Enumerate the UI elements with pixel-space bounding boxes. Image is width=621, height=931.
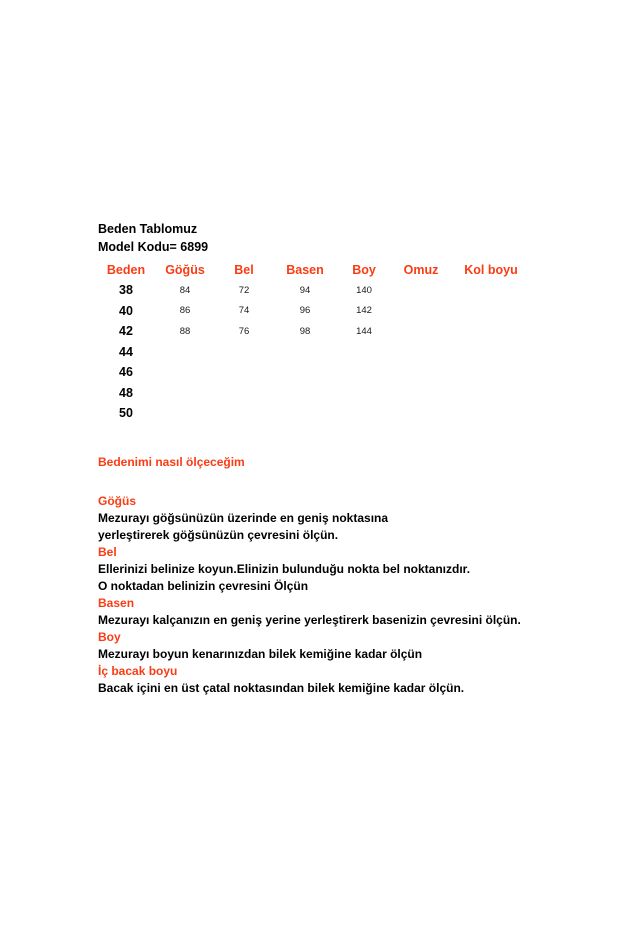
cell-boy xyxy=(338,403,390,424)
cell-boy: 142 xyxy=(356,305,372,317)
cell-bel: 72 xyxy=(238,284,250,296)
cell-gogus xyxy=(154,342,216,363)
document-content xyxy=(98,220,558,697)
guide-text-line: Mezurayı kalçanızın en geniş yerine yerleştirerk basenizin çevresini ölçün. xyxy=(98,612,521,627)
guide-section-gogus xyxy=(98,493,558,544)
guide-text-line: Bacak içini en üst çatal noktasından bilek kemiğine kadar ölçün. xyxy=(98,680,465,695)
cell-bel: 74 xyxy=(238,305,250,317)
guide-text-line: Mezurayı boyun kenarınızdan bilek kemiğine kadar ölçün xyxy=(98,646,423,661)
guide-text-line: Ellerinizi belinize koyun.Elinizin bulunduğu nokta bel noktanızdır. xyxy=(98,561,471,576)
cell-boy: 144 xyxy=(356,325,372,337)
cell-kol-boyu xyxy=(452,321,530,342)
size-table-header xyxy=(98,260,530,280)
cell-basen xyxy=(272,342,338,363)
cell-basen: 98 xyxy=(299,325,311,337)
guide-title: Bedenimi nasıl ölçeceğim xyxy=(98,454,245,469)
cell-basen: 94 xyxy=(299,284,311,296)
cell-gogus xyxy=(154,362,216,383)
cell-omuz xyxy=(390,321,452,342)
cell-beden: 40 xyxy=(119,303,133,318)
guide-section-boy xyxy=(98,629,558,663)
table-row xyxy=(98,342,530,363)
cell-beden: 50 xyxy=(119,406,133,421)
cell-gogus xyxy=(154,383,216,404)
guide-heading-bel: Bel xyxy=(98,544,117,559)
cell-kol-boyu xyxy=(452,280,530,301)
cell-kol-boyu xyxy=(452,403,530,424)
guide-text-line: O noktadan belinizin çevresini Ölçün xyxy=(98,578,309,593)
column-header-bel: Bel xyxy=(234,263,254,277)
cell-omuz xyxy=(390,301,452,322)
column-header-gogus: Göğüs xyxy=(165,263,205,277)
cell-boy xyxy=(338,342,390,363)
cell-basen xyxy=(272,362,338,383)
table-row xyxy=(98,321,530,342)
guide-heading-basen: Basen xyxy=(98,595,135,610)
cell-beden: 48 xyxy=(119,385,133,400)
table-header-row xyxy=(98,260,530,280)
cell-kol-boyu xyxy=(452,362,530,383)
cell-omuz xyxy=(390,403,452,424)
model-code: Model Kodu= 6899 xyxy=(98,240,209,254)
cell-gogus xyxy=(154,403,216,424)
cell-beden: 44 xyxy=(119,344,133,359)
column-header-basen: Basen xyxy=(286,263,324,277)
cell-kol-boyu xyxy=(452,301,530,322)
table-row xyxy=(98,280,530,301)
column-header-beden: Beden xyxy=(106,263,146,277)
guide-heading-ic-bacak-boyu: İç bacak boyu xyxy=(98,663,178,678)
cell-omuz xyxy=(390,362,452,383)
cell-bel xyxy=(216,403,272,424)
cell-boy: 140 xyxy=(356,284,372,296)
guide-heading-boy: Boy xyxy=(98,629,121,644)
guide-text-line: Mezurayı göğsünüzün üzerinde en geniş noktasına xyxy=(98,510,389,525)
cell-basen: 96 xyxy=(299,305,311,317)
cell-bel xyxy=(216,383,272,404)
cell-basen xyxy=(272,403,338,424)
cell-boy xyxy=(338,383,390,404)
cell-beden: 42 xyxy=(119,324,133,339)
column-header-kol-boyu: Kol boyu xyxy=(464,263,518,277)
cell-gogus: 86 xyxy=(179,305,191,317)
cell-gogus: 88 xyxy=(179,325,191,337)
cell-boy xyxy=(338,362,390,383)
page-title: Beden Tablomuz xyxy=(98,222,198,236)
cell-kol-boyu xyxy=(452,383,530,404)
guide-section-ic-bacak-boyu xyxy=(98,663,558,697)
measurement-guide xyxy=(98,454,558,697)
cell-omuz xyxy=(390,280,452,301)
cell-basen xyxy=(272,383,338,404)
guide-text-line: yerleştirerek göğsünüzün çevresini ölçün. xyxy=(98,527,339,542)
table-row xyxy=(98,383,530,404)
table-row xyxy=(98,362,530,383)
column-header-omuz: Omuz xyxy=(403,263,439,277)
table-row xyxy=(98,301,530,322)
table-row xyxy=(98,403,530,424)
guide-section-bel xyxy=(98,544,558,595)
cell-beden: 38 xyxy=(119,283,133,298)
size-table xyxy=(98,260,530,424)
cell-gogus: 84 xyxy=(179,284,191,296)
size-table-body xyxy=(98,280,530,424)
column-header-boy: Boy xyxy=(352,263,376,277)
cell-bel xyxy=(216,362,272,383)
guide-heading-gogus: Göğüs xyxy=(98,493,136,508)
guide-section-basen xyxy=(98,595,558,629)
cell-omuz xyxy=(390,342,452,363)
cell-bel xyxy=(216,342,272,363)
cell-beden: 46 xyxy=(119,365,133,380)
cell-kol-boyu xyxy=(452,342,530,363)
cell-omuz xyxy=(390,383,452,404)
cell-bel: 76 xyxy=(238,325,250,337)
